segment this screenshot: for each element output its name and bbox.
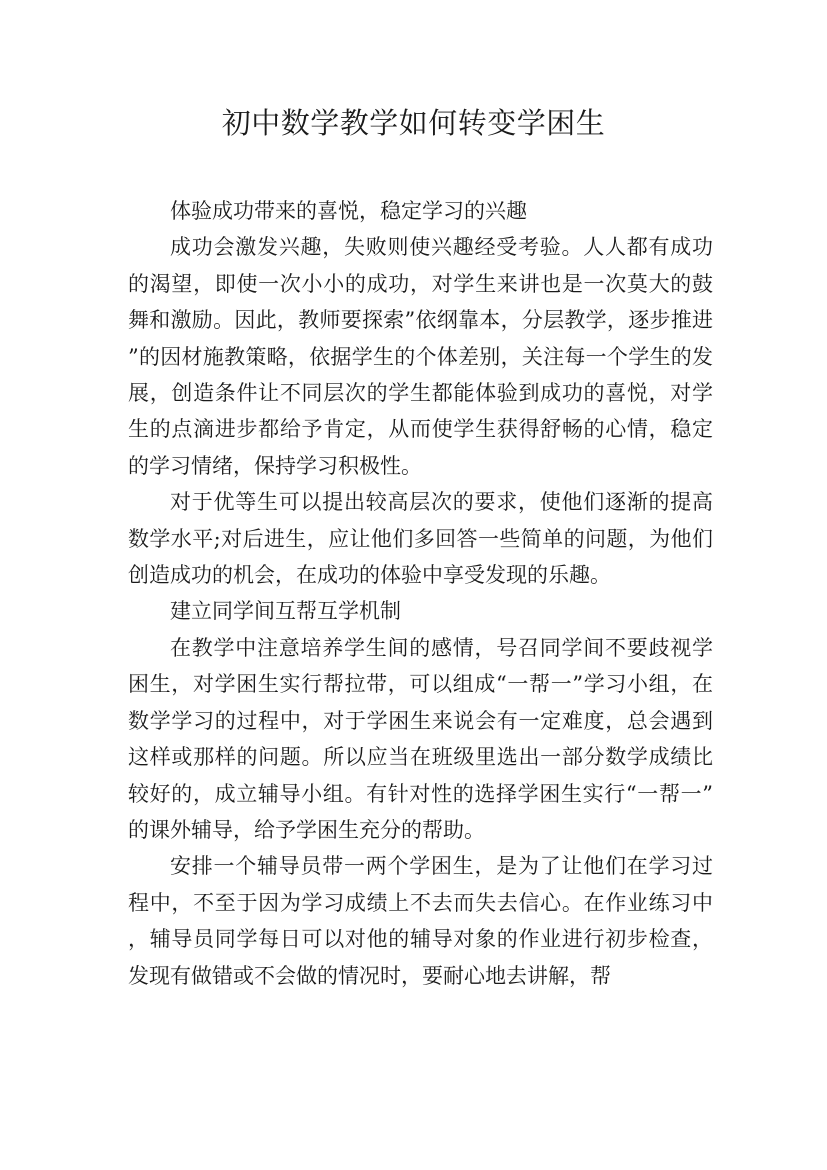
paragraph-success-interest: 成功会激发兴趣，失败则使兴趣经受考验。人人都有成功的渴望，即使一次小小的成功，对学生来讲也是一次莫大的鼓舞和激励。因此，教师要探索”依纲靠本，分层教学，逐步推进”的因材施教策略，依据学生的个体差别，关注每一个学生的发展，创造条件让不同层次的学生都能体验到成功的喜悦，对学生的点滴进步都给予肯定，从而使学生获得舒畅的心情，稳定的学习情绪，保持学习积极性。 xyxy=(128,235,713,478)
document-body xyxy=(128,193,713,994)
document-title: 初中数学教学如何转变学困生 xyxy=(221,106,606,140)
section-heading-peer-help: 建立同学间互帮互学机制 xyxy=(170,599,401,624)
paragraph-tutor-assignment: 安排一个辅导员带一两个学困生，是为了让他们在学习过程中，不至于因为学习成绩上不去而失去信心。在作业练习中，辅导员同学每日可以对他的辅导对象的作业进行初步检查，发现有做错或不会做的情况时，要耐心地去讲解，帮 xyxy=(128,854,713,988)
section-heading-success: 体验成功带来的喜悦，稳定学习的兴趣 xyxy=(170,199,527,223)
paragraph-tiered-requirements: 对于优等生可以提出较高层次的要求，使他们逐渐的提高数学水平;对后进生，应让他们多回答一些简单的问题，为他们创造成功的机会，在成功的体验中享受发现的乐趣。 xyxy=(128,490,713,588)
paragraph-peer-help-groups: 在教学中注意培养学生间的感情，号召同学间不要歧视学困生，对学困生实行帮拉带，可以组成“一帮一”学习小组，在数学学习的过程中，对于学困生来说会有一定难度，总会遇到这样或那样的问题。所以应当在班级里选出一部分数学成绩比较好的，成立辅导小组。有针对性的选择学困生实行“一帮一”的课外辅导，给予学困生充分的帮助。 xyxy=(128,635,713,842)
